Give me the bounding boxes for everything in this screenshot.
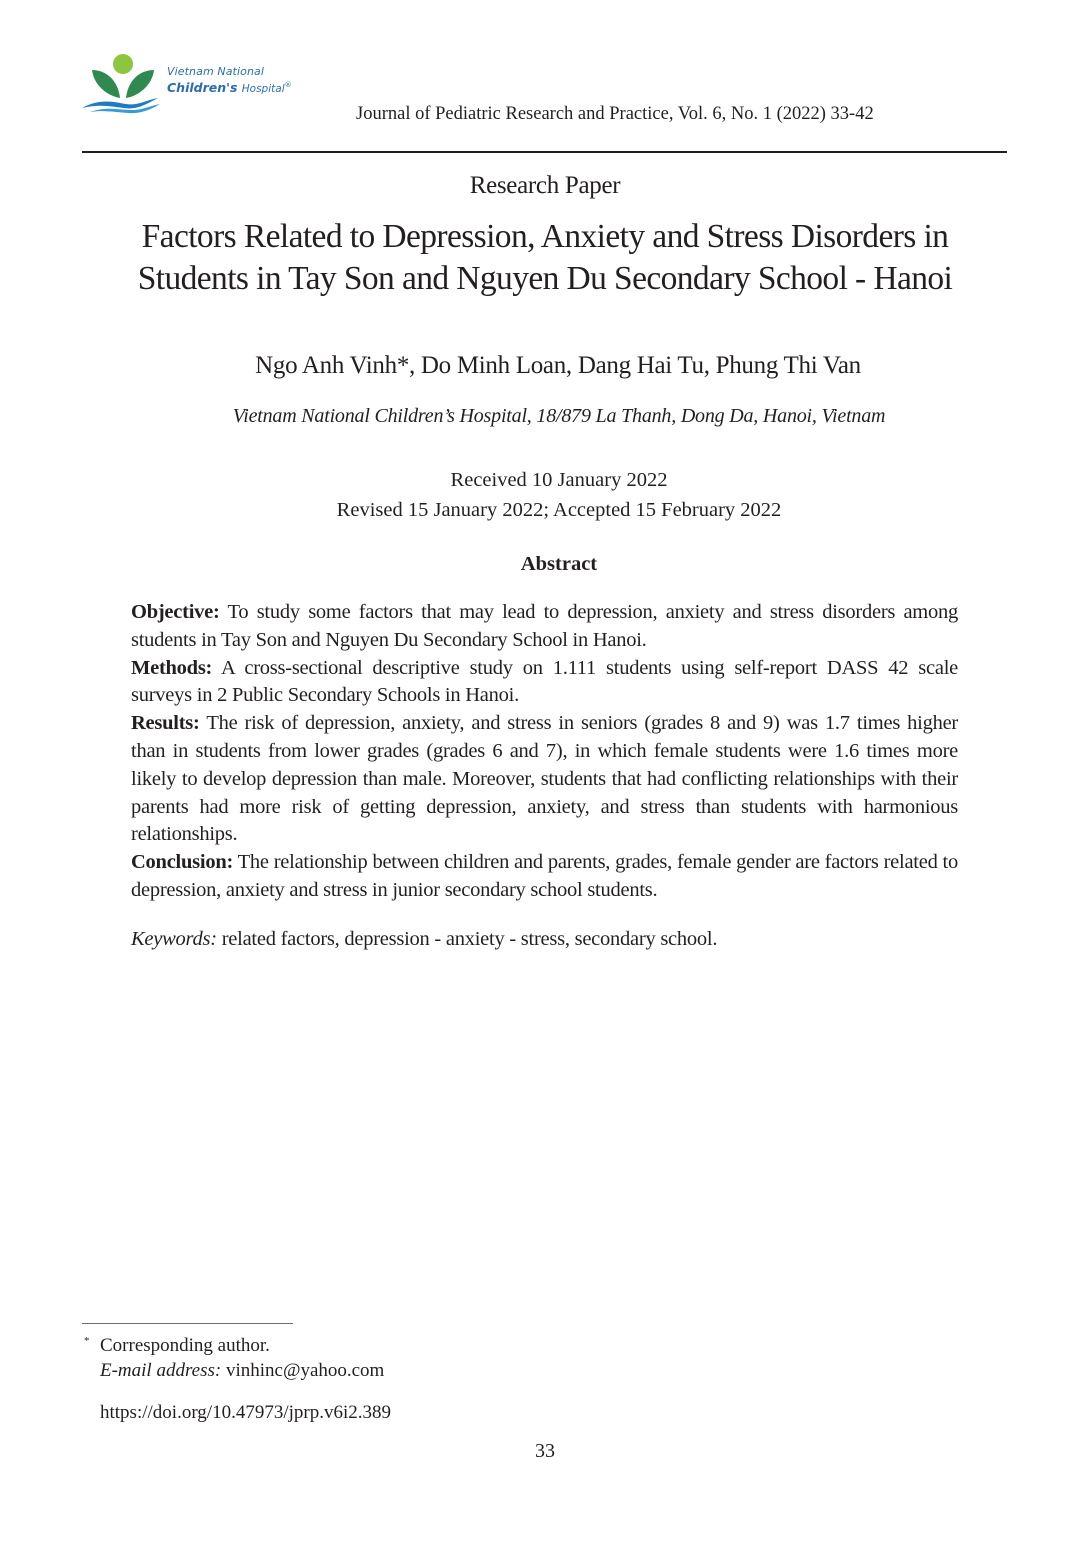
- logo-hospital: Hospital: [241, 83, 285, 95]
- keywords-text: related factors, depression - anxiety - stress, secondary school.: [216, 928, 718, 950]
- abstract-heading: Abstract: [520, 553, 598, 575]
- objective-text: To study some factors that may lead to depression, anxiety and stress disorders among students in Tay Son and Nguyen Du Secondary School in Hanoi.: [131, 601, 958, 651]
- abstract-methods: [131, 655, 958, 711]
- article-dates: [0, 465, 1090, 525]
- footnote-marker: *: [84, 1335, 90, 1347]
- registered-mark: ®: [284, 80, 292, 89]
- abstract-objective: [131, 599, 958, 655]
- article-title: [60, 216, 1030, 300]
- article-type: Research Paper: [469, 172, 621, 199]
- title-line-1: Factors Related to Depression, Anxiety and Stress Disorders in: [141, 218, 949, 255]
- header-divider: [82, 151, 1007, 153]
- objective-label: Objective:: [131, 601, 220, 623]
- footnote: [100, 1333, 384, 1383]
- email-address[interactable]: vinhinc@yahoo.com: [221, 1360, 385, 1381]
- affiliation: Vietnam National Children’s Hospital, 18/879 La Thanh, Dong Da, Hanoi, Vietnam: [232, 405, 886, 427]
- abstract-body: [131, 599, 958, 905]
- footnote-divider: [82, 1323, 293, 1324]
- email-label: E-mail address:: [100, 1360, 222, 1381]
- corresponding-author-note: Corresponding author.: [100, 1335, 270, 1356]
- journal-citation: Journal of Pediatric Research and Practice, Vol. 6, No. 1 (2022) 33-42: [356, 104, 874, 124]
- author-list: Ngo Anh Vinh*, Do Minh Loan, Dang Hai Tu, Phung Thi Van: [255, 352, 861, 379]
- email-line: [100, 1358, 384, 1383]
- logo-childrens: Children's: [167, 80, 238, 95]
- conclusion-label: Conclusion:: [131, 851, 234, 874]
- conclusion-text: The relationship between children and parents, grades, female gender are factors related to depression, anxiety and stress in junior secondary school students.: [131, 851, 958, 901]
- hospital-logo-icon: [80, 52, 166, 116]
- logo-line1: Vietnam National: [167, 65, 265, 78]
- methods-text: A cross-sectional descriptive study on 1.111 students using self-report DASS 42 scale surveys in 2 Public Secondary Schools in Hanoi.: [131, 656, 958, 707]
- keywords: [131, 928, 958, 951]
- results-text: The risk of depression, anxiety, and stress in seniors (grades 8 and 9) was 1.7 times higher than in students from lower grades (grades 6 and 7), in which female students were 1.6 times more likely to develop depression than male. Moreover, students that had conflicting relationships with their parents had more risk of getting depression, anxiety, and stress than students with harmonious relationships.: [131, 712, 958, 846]
- keywords-label: Keywords:: [131, 928, 217, 950]
- abstract-results: [131, 710, 958, 849]
- title-line-2: Students in Tay Son and Nguyen Du Secondary School - Hanoi: [137, 260, 953, 297]
- methods-label: Methods:: [131, 656, 213, 679]
- results-label: Results:: [131, 712, 200, 735]
- hospital-logo: [80, 52, 310, 116]
- abstract-conclusion: [131, 849, 958, 905]
- revised-accepted-date: Revised 15 January 2022; Accepted 15 February 2022: [336, 499, 782, 521]
- page-number: 33: [535, 1440, 555, 1462]
- received-date: Received 10 January 2022: [450, 469, 668, 491]
- logo-line2: [167, 80, 292, 95]
- doi-link[interactable]: https://doi.org/10.47973/jprp.v6i2.389: [100, 1402, 391, 1423]
